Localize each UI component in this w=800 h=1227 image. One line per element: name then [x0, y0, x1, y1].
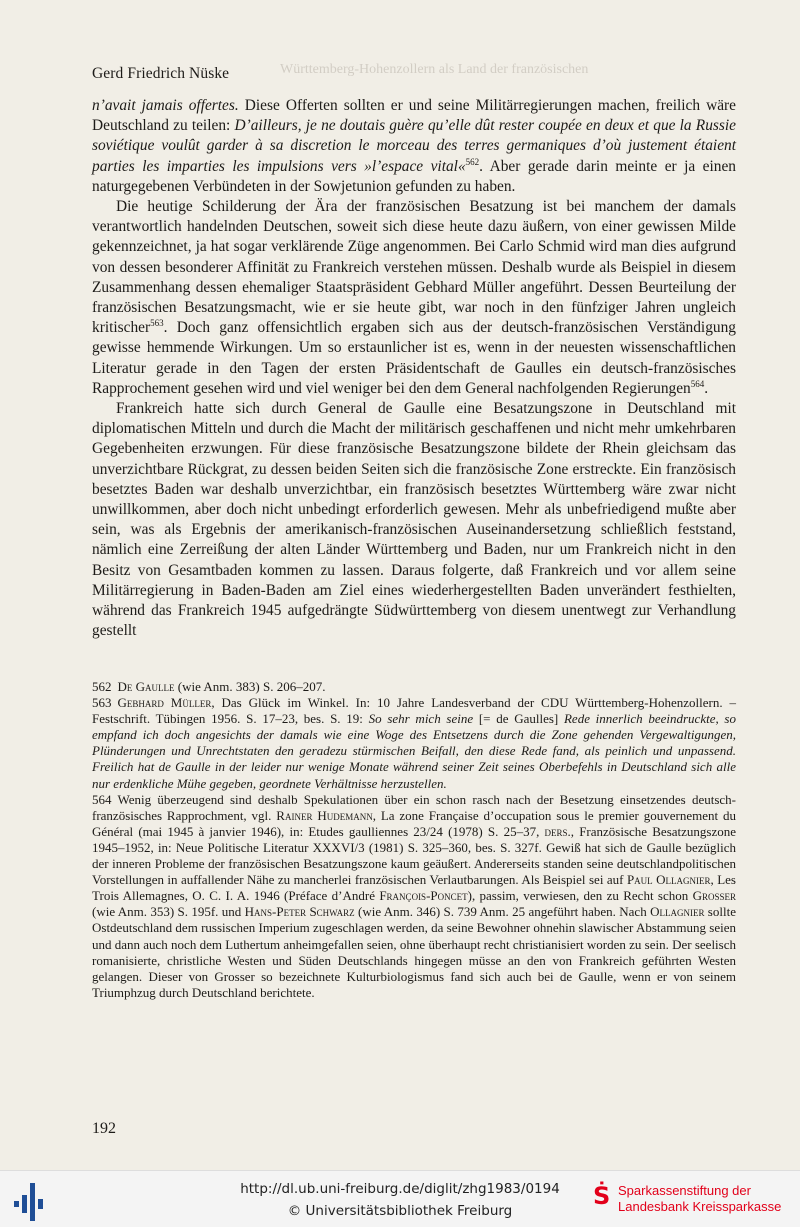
footnote-text: De Gaulle (wie Anm. 383) S. 206–207.: [117, 679, 326, 694]
paragraph-2: Die heutige Schilderung der Ära der französischen Besatzung ist bei manchem der damals verantwortlich handelnden Deutschen, soweit sich diese heute dazu äußern, von einer gewissen Milde gekennzeichnet, ja hat sogar verklärende Züge angenommen. Bei Carlo Schmid wird man dies aufgrund von dessen besonderer Affinität zu Frankreich verstehen müssen. Deshalb wurde als Beispiel in diesem Zusammenhang dessen ehemaliger Staatspräsident Gebhard Müller angeführt. Dessen Beurteilung der französischen Besatzungsmacht, wie er sie heute gibt, war noch in den fünfziger Jahren ungleich kritischer$^{563}$. Doch ganz offensichtlich ergaben sich aus der deutsch-französischen Verständigung gewisse hemmende Wirkungen. Um so erstaunlicher ist es, wenn in der neuesten wissenschaftlichen Literatur gerade in den Tagen der ersten Präsidentschaft de Gaulles ein deutsch-französisches Rapprochement gesehen wird und viel weniger bei den dem General nachfolgenden Regierungen$^{564}$.: [92, 198, 736, 397]
viewer-footer: [0, 1170, 800, 1227]
page-number: 192: [92, 1120, 116, 1137]
sponsor-text[interactable]: [618, 1183, 781, 1215]
footnote-number: 562: [92, 679, 112, 694]
footnote-text: Wenig überzeugend sind deshalb Spekulationen über ein schon rasch nach der Besetzung einsetzendes deutsch-französisches Rapprochment, vgl. Rainer Hudemann, La zone Française d’occupation sous le premier gouvernement du Général (mai 1945 à janvier 1946), in: Etudes gaulliennes 23/24 (1978) S. 25–37, ders., Französische Besatzungszone 1945–1952, in: Neue Politische Literatur XXXVI/3 (1981) S. 325–360, bes. S. 327f. Gewiß hat sich de Gaulle bezüglich der inneren Probleme der französischen Besatzungszone kaum geäußert. Andererseits standen seine deutschlandpolitischen Vorstellungen in auffallender Nähe zu mancherlei französischen Verlautbarungen. Als Beispiel sei auf Paul Ollagnier, Les Trois Allemagnes, O. C. I. A. 1946 (Préface d’André François-Poncet), passim, verwiesen, den zu Recht schon Grosser (wie Anm. 353) S. 195f. und Hans-Peter Schwarz (wie Anm. 346) S. 739 Anm. 25 angeführt haben. Nach Ollagnier sollte Ostdeutschland dem russischen Imperium zugeschlagen werden, da seine Bewohner ohnehin slawischer Abstammung seien und dann auch noch dem Luthertum anheimgefallen seien, ohne überhaupt recht christianisiert worden zu sein. Der seelisch romanisierte, christliche Westen und Süden Deutschlands hingegen müsse an den von Frankreich geführten Westen gelangen. Dieser von Grosser so bezeichnete Kulturbiologismus fand sich auch bei de Gaulle, wenn er von seinem Triumphzug durch Deutschland berichtete.: [92, 791, 737, 1000]
footnote-562: [92, 679, 736, 695]
sparkasse-s-icon[interactable]: Ṡ: [593, 1182, 611, 1210]
paragraph-1: n’avait jamais offertes. Diese Offerten sollten er und seine Militärregierungen machen, freilich wäre Deutschland zu teilen: D’ailleurs, je ne doutais guère qu’elle dût rester coupée en deux et que la Russie soviétique voulût garder à sa discretion le morceau des terres germaniques d’où justement étaient parties les imparties les impulsions vers »l’espace vital«$^{562}$. Aber gerade darin meinte er ja einen naturgegebenen Verbündeten in der Sowjetunion gefunden zu haben.: [92, 97, 736, 195]
footnote-number: 564: [92, 791, 112, 807]
sponsor-line-2: Landesbank Kreissparkasse: [618, 1199, 782, 1214]
running-header-author: Gerd Friedrich Nüske: [92, 65, 230, 82]
sponsor-line-1: Sparkassenstiftung der: [618, 1183, 751, 1198]
footnote-number: 563: [92, 695, 112, 711]
bleed-through-text: Württemberg-Hohenzollern als Land der französischen: [280, 62, 589, 77]
paragraph-3: Frankreich hatte sich durch General de Gaulle eine Besatzungszone in Deutschland mit diplomatischen Mitteln und durch die Macht der militärisch geschaffenen und nicht mehr umkehrbaren Gegebenheiten erzwungen. Für diese französische Besatzungszone bildete der Rhein gleichsam das unverzichtbare Rückgrat, zu dessen beiden Seiten sich die französische Zone erstreckte. Ein französisch besetztes Baden war deshalb unverzichtbar, ein französisch besetztes Württemberg wäre zwar nicht unwillkommen, aber doch nicht unbedingt erforderlich gewesen. Mehr als unbefriedigend mußte aber sein, was als Ergebnis der amerikanisch-französischen Auseinandersetzung schließlich feststand, nämlich eine Zerreißung der alten Länder Württemberg und Baden, nur um Frankreich nicht in den Besitz von Gesamtbaden kommen zu lassen. Daraus folgerte, daß Frankreich und vor allem seine Militärregierung in Baden-Baden am Ziel eines wiederhergestellten Baden unverändert festhielten, während das Frankreich 1945 aufgedrängte Südwürttemberg von diesem unentwegt zur Verhandlung gestellt: [92, 400, 736, 640]
footnotes: [92, 679, 736, 1001]
copyright-text: © Universitätsbibliothek Freiburg: [287, 1203, 513, 1219]
body-text: [92, 96, 736, 641]
footnote-564: [92, 792, 736, 1001]
permalink-url[interactable]: http://dl.ub.uni-freiburg.de/diglit/zhg1983/0194: [240, 1181, 560, 1197]
footnote-563: [92, 695, 736, 792]
footnote-text: Gebhard Müller, Das Glück im Winkel. In: 10 Jahre Landesverband der CDU Württemberg-Hohenzollern. – Festschrift. Tübingen 1956. S. 17–23, bes. S. 19: So sehr mich seine [= de Gaulles] Rede innerlich beeindruckte, so empfand ich doch angesichts der damals wie eine Woge des Entsetzens durch die Zone gehenden Vergewaltigungen, Plünderungen und Unrechtstaten den geradezu stürmischen Beifall, den diese Rede fand, als peinlich und unpassend. Freilich hat de Gaulle in der leider nur wenige Monate während seiner Zeit seines Oberbefehls in Deutschland sich alle nur erdenkliche Mühe gegeben, geordnete Verhältnisse herzustellen.: [92, 695, 736, 791]
